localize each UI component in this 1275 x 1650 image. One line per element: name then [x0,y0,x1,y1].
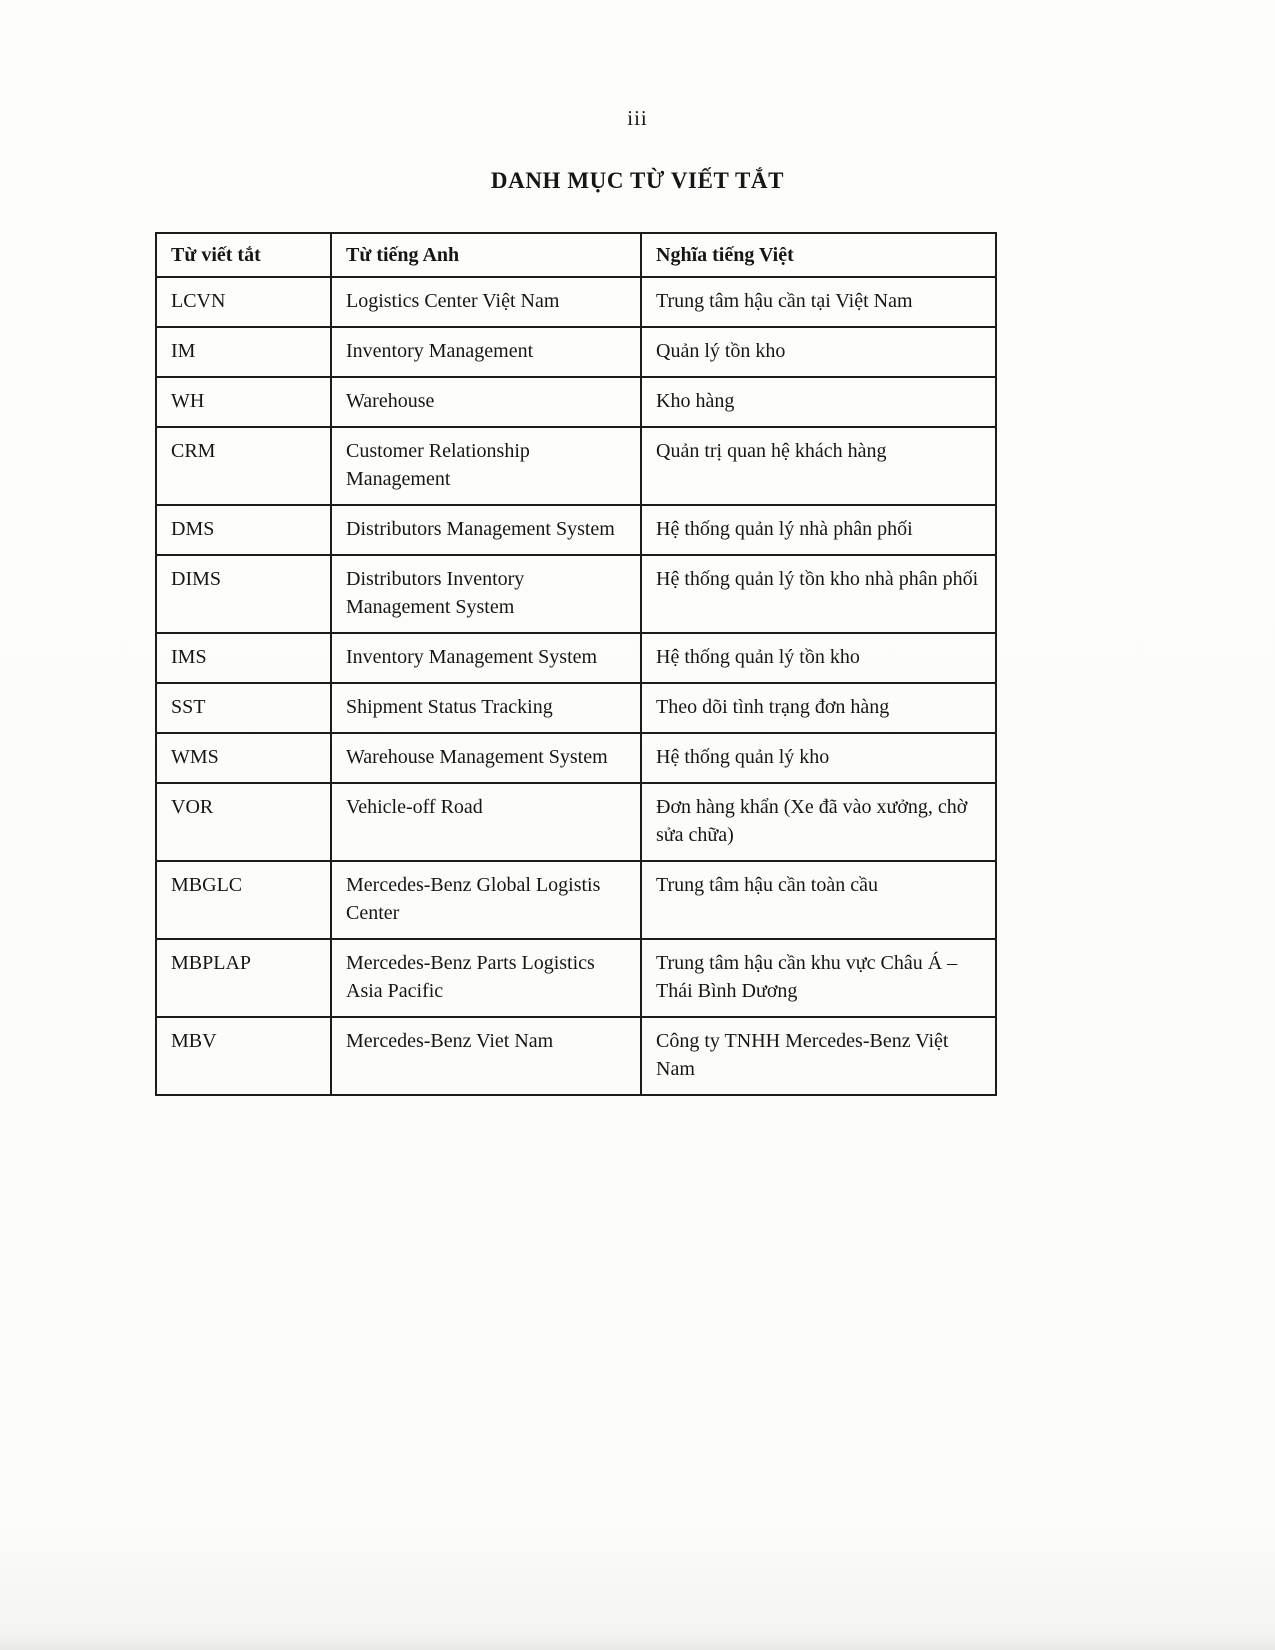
table-cell: Trung tâm hậu cần toàn cầu [641,861,996,939]
table-cell: Mercedes-Benz Viet Nam [331,1017,641,1095]
table-row [156,939,996,1017]
table-cell: MBV [156,1017,331,1095]
table-cell: Hệ thống quản lý nhà phân phối [641,505,996,555]
table-row [156,427,996,505]
table-row [156,683,996,733]
table-cell: Theo dõi tình trạng đơn hàng [641,683,996,733]
table-cell: CRM [156,427,331,505]
column-header: Từ tiếng Anh [331,233,641,277]
table-row [156,633,996,683]
table-cell: IM [156,327,331,377]
table-body [156,277,996,1095]
table-cell: Shipment Status Tracking [331,683,641,733]
table-cell: Quản lý tồn kho [641,327,996,377]
table-cell: Công ty TNHH Mercedes-Benz Việt Nam [641,1017,996,1095]
table-header-row [156,233,996,277]
table-cell: Hệ thống quản lý tồn kho nhà phân phối [641,555,996,633]
table-cell: Warehouse Management System [331,733,641,783]
table-cell: Warehouse [331,377,641,427]
column-header: Từ viết tắt [156,233,331,277]
table-cell: Hệ thống quản lý kho [641,733,996,783]
table-cell: Đơn hàng khẩn (Xe đã vào xưởng, chờ sửa chữa) [641,783,996,861]
table-cell: Distributors Inventory Management System [331,555,641,633]
table-cell: Mercedes-Benz Parts Logistics Asia Pacific [331,939,641,1017]
table-cell: Distributors Management System [331,505,641,555]
abbreviations-table [155,232,997,1096]
table-cell: LCVN [156,277,331,327]
table-cell: Hệ thống quản lý tồn kho [641,633,996,683]
table-cell: Trung tâm hậu cần tại Việt Nam [641,277,996,327]
table-cell: MBPLAP [156,939,331,1017]
table-cell: DIMS [156,555,331,633]
table-row [156,377,996,427]
page-number: iii [627,106,648,130]
table-row [156,733,996,783]
table-cell: Inventory Management System [331,633,641,683]
table-cell: DMS [156,505,331,555]
table-cell: Inventory Management [331,327,641,377]
table-row [156,555,996,633]
table-row [156,783,996,861]
table-cell: Mercedes-Benz Global Logistis Center [331,861,641,939]
table-row [156,505,996,555]
table-cell: Logistics Center Việt Nam [331,277,641,327]
table-cell: Trung tâm hậu cần khu vực Châu Á – Thái Bình Dương [641,939,996,1017]
table-cell: IMS [156,633,331,683]
table-cell: WMS [156,733,331,783]
table-row [156,327,996,377]
table-row [156,1017,996,1095]
table-cell: MBGLC [156,861,331,939]
table-cell: Quản trị quan hệ khách hàng [641,427,996,505]
table-row [156,277,996,327]
table-cell: Customer Relationship Management [331,427,641,505]
column-header: Nghĩa tiếng Việt [641,233,996,277]
page-title: DANH MỤC TỪ VIẾT TẮT [490,168,785,193]
table-cell: VOR [156,783,331,861]
table-cell: SST [156,683,331,733]
table-cell: WH [156,377,331,427]
table-row [156,861,996,939]
table-cell: Kho hàng [641,377,996,427]
table-cell: Vehicle-off Road [331,783,641,861]
